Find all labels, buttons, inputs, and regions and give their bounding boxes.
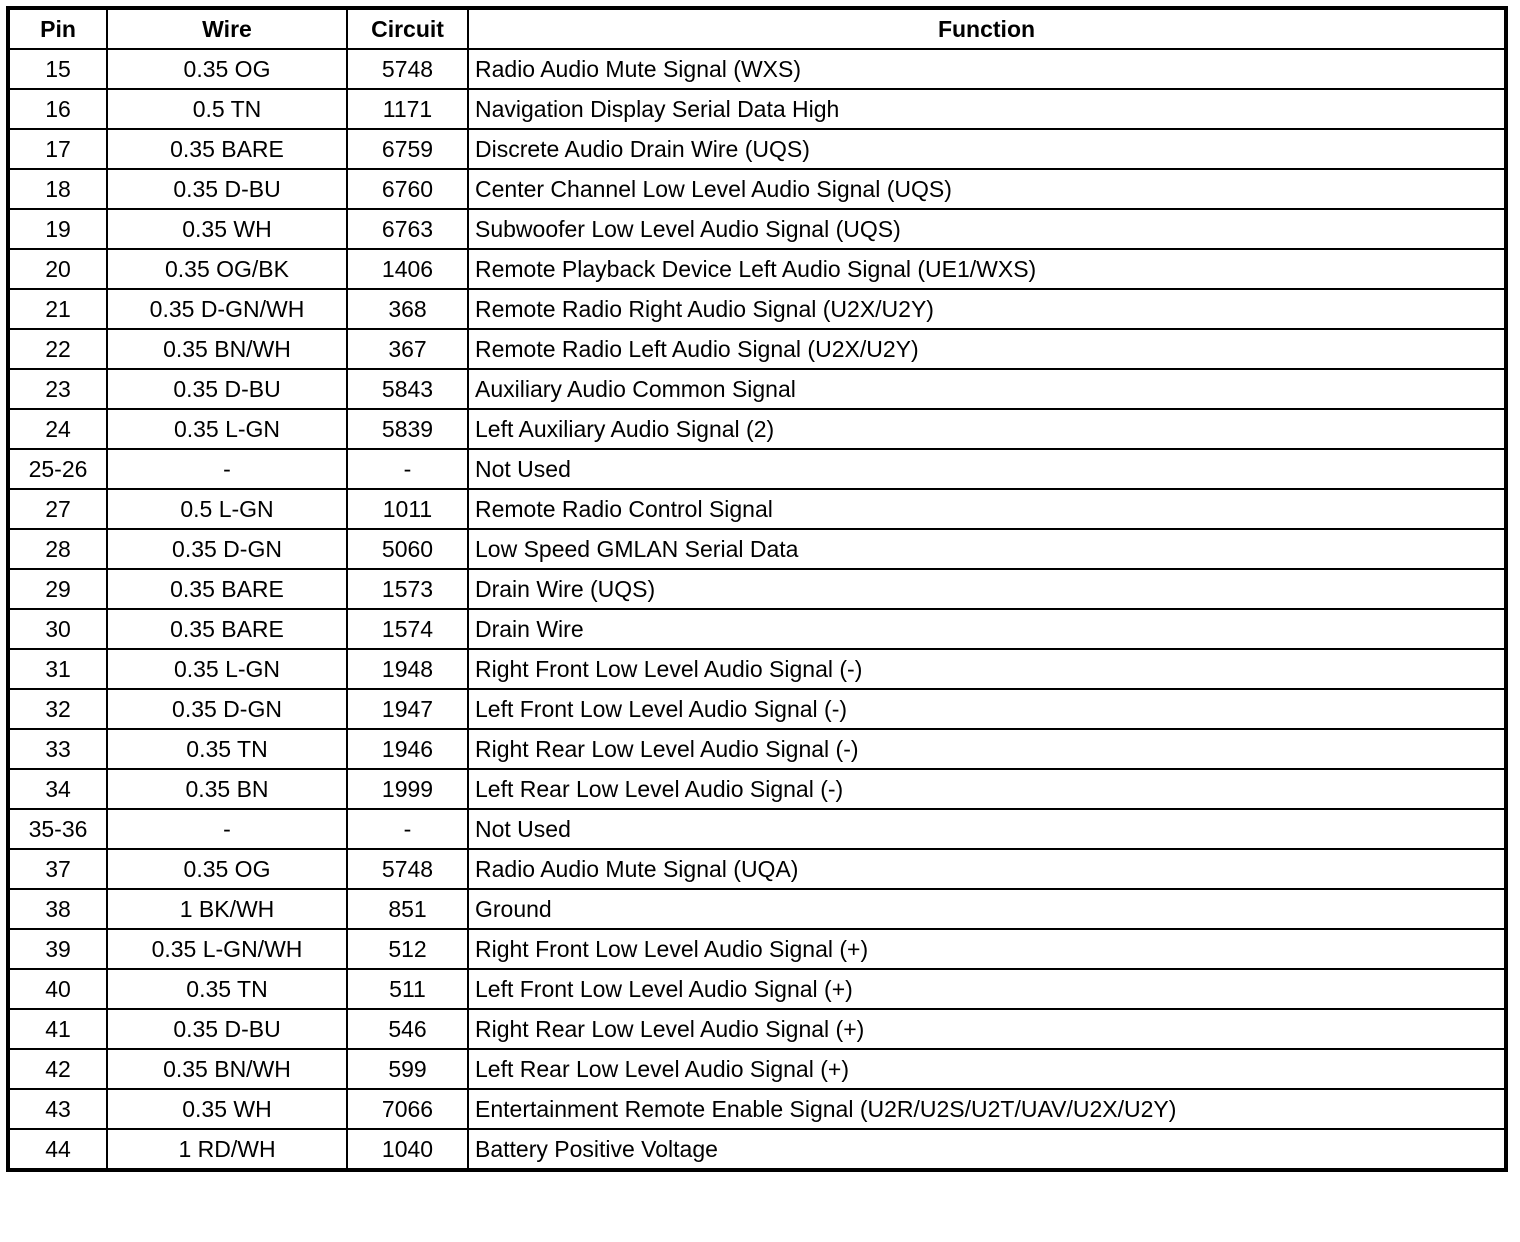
circuit-cell: - <box>347 449 468 489</box>
circuit-cell: 1947 <box>347 689 468 729</box>
header-function: Function <box>468 8 1506 49</box>
table-row <box>8 1009 1506 1049</box>
circuit-cell: 1999 <box>347 769 468 809</box>
circuit-cell: 511 <box>347 969 468 1009</box>
circuit-cell: 367 <box>347 329 468 369</box>
table-row <box>8 849 1506 889</box>
header-pin: Pin <box>8 8 107 49</box>
pin-cell: 33 <box>8 729 107 769</box>
pin-cell: 42 <box>8 1049 107 1089</box>
table-row <box>8 569 1506 609</box>
function-cell: Left Auxiliary Audio Signal (2) <box>468 409 1506 449</box>
pin-cell: 15 <box>8 49 107 89</box>
connector-pinout-table-wrapper <box>6 6 1508 1172</box>
table-row <box>8 169 1506 209</box>
table-row <box>8 369 1506 409</box>
pin-cell: 41 <box>8 1009 107 1049</box>
wire-cell: 0.35 TN <box>107 729 347 769</box>
table-row <box>8 89 1506 129</box>
function-cell: Navigation Display Serial Data High <box>468 89 1506 129</box>
function-cell: Remote Radio Right Audio Signal (U2X/U2Y) <box>468 289 1506 329</box>
circuit-cell: 1946 <box>347 729 468 769</box>
function-cell: Radio Audio Mute Signal (WXS) <box>468 49 1506 89</box>
wire-cell: 0.35 D-BU <box>107 1009 347 1049</box>
pin-cell: 24 <box>8 409 107 449</box>
function-cell: Left Front Low Level Audio Signal (-) <box>468 689 1506 729</box>
table-row <box>8 449 1506 489</box>
circuit-cell: 6760 <box>347 169 468 209</box>
wire-cell: 0.35 BN/WH <box>107 329 347 369</box>
connector-pinout-table <box>6 6 1508 1172</box>
pin-cell: 23 <box>8 369 107 409</box>
table-row <box>8 1049 1506 1089</box>
table-header <box>8 8 1506 49</box>
table-row <box>8 889 1506 929</box>
circuit-cell: 1406 <box>347 249 468 289</box>
pin-cell: 29 <box>8 569 107 609</box>
circuit-cell: 599 <box>347 1049 468 1089</box>
function-cell: Remote Radio Control Signal <box>468 489 1506 529</box>
wire-cell: 0.35 OG <box>107 49 347 89</box>
circuit-cell: 1171 <box>347 89 468 129</box>
table-row <box>8 409 1506 449</box>
circuit-cell: 851 <box>347 889 468 929</box>
pin-cell: 22 <box>8 329 107 369</box>
table-row <box>8 49 1506 89</box>
function-cell: Auxiliary Audio Common Signal <box>468 369 1506 409</box>
wire-cell: 0.35 BN/WH <box>107 1049 347 1089</box>
function-cell: Left Rear Low Level Audio Signal (-) <box>468 769 1506 809</box>
wire-cell: 0.35 D-BU <box>107 169 347 209</box>
table-row <box>8 649 1506 689</box>
function-cell: Right Rear Low Level Audio Signal (+) <box>468 1009 1506 1049</box>
circuit-cell: 546 <box>347 1009 468 1049</box>
wire-cell: 0.35 OG/BK <box>107 249 347 289</box>
circuit-cell: 5060 <box>347 529 468 569</box>
pin-cell: 30 <box>8 609 107 649</box>
wire-cell: 0.35 BN <box>107 769 347 809</box>
function-cell: Left Front Low Level Audio Signal (+) <box>468 969 1506 1009</box>
pin-cell: 17 <box>8 129 107 169</box>
table-row <box>8 769 1506 809</box>
circuit-cell: 1948 <box>347 649 468 689</box>
function-cell: Low Speed GMLAN Serial Data <box>468 529 1506 569</box>
pin-cell: 39 <box>8 929 107 969</box>
wire-cell: 1 RD/WH <box>107 1129 347 1170</box>
table-body <box>8 49 1506 1170</box>
circuit-cell: 7066 <box>347 1089 468 1129</box>
wire-cell: 0.35 WH <box>107 209 347 249</box>
table-row <box>8 809 1506 849</box>
function-cell: Remote Radio Left Audio Signal (U2X/U2Y) <box>468 329 1506 369</box>
table-row <box>8 129 1506 169</box>
circuit-cell: 5843 <box>347 369 468 409</box>
wire-cell: 0.35 BARE <box>107 569 347 609</box>
wire-cell: 0.5 L-GN <box>107 489 347 529</box>
wire-cell: 0.35 L-GN/WH <box>107 929 347 969</box>
function-cell: Left Rear Low Level Audio Signal (+) <box>468 1049 1506 1089</box>
wire-cell: 0.5 TN <box>107 89 347 129</box>
table-row <box>8 689 1506 729</box>
function-cell: Right Front Low Level Audio Signal (-) <box>468 649 1506 689</box>
circuit-cell: 1574 <box>347 609 468 649</box>
function-cell: Subwoofer Low Level Audio Signal (UQS) <box>468 209 1506 249</box>
pin-cell: 21 <box>8 289 107 329</box>
header-wire: Wire <box>107 8 347 49</box>
table-row <box>8 249 1506 289</box>
circuit-cell: 1573 <box>347 569 468 609</box>
table-row <box>8 969 1506 1009</box>
function-cell: Radio Audio Mute Signal (UQA) <box>468 849 1506 889</box>
circuit-cell: 5839 <box>347 409 468 449</box>
circuit-cell: 1011 <box>347 489 468 529</box>
table-row <box>8 1129 1506 1170</box>
function-cell: Discrete Audio Drain Wire (UQS) <box>468 129 1506 169</box>
wire-cell: 0.35 OG <box>107 849 347 889</box>
wire-cell: 0.35 D-GN/WH <box>107 289 347 329</box>
pin-cell: 34 <box>8 769 107 809</box>
pin-cell: 44 <box>8 1129 107 1170</box>
function-cell: Drain Wire (UQS) <box>468 569 1506 609</box>
function-cell: Right Rear Low Level Audio Signal (-) <box>468 729 1506 769</box>
wire-cell: 0.35 BARE <box>107 129 347 169</box>
function-cell: Entertainment Remote Enable Signal (U2R/U2S/U2T/UAV/U2X/U2Y) <box>468 1089 1506 1129</box>
circuit-cell: 6763 <box>347 209 468 249</box>
function-cell: Not Used <box>468 809 1506 849</box>
wire-cell: 0.35 TN <box>107 969 347 1009</box>
wire-cell: 0.35 D-BU <box>107 369 347 409</box>
function-cell: Ground <box>468 889 1506 929</box>
table-row <box>8 609 1506 649</box>
circuit-cell: 5748 <box>347 849 468 889</box>
circuit-cell: 5748 <box>347 49 468 89</box>
wire-cell: 0.35 D-GN <box>107 689 347 729</box>
wire-cell: 0.35 BARE <box>107 609 347 649</box>
table-row <box>8 729 1506 769</box>
table-row <box>8 929 1506 969</box>
circuit-cell: 1040 <box>347 1129 468 1170</box>
pin-cell: 31 <box>8 649 107 689</box>
function-cell: Remote Playback Device Left Audio Signal (UE1/WXS) <box>468 249 1506 289</box>
pin-cell: 16 <box>8 89 107 129</box>
pin-cell: 20 <box>8 249 107 289</box>
circuit-cell: 6759 <box>347 129 468 169</box>
pin-cell: 18 <box>8 169 107 209</box>
table-row <box>8 1089 1506 1129</box>
wire-cell: - <box>107 449 347 489</box>
function-cell: Center Channel Low Level Audio Signal (UQS) <box>468 169 1506 209</box>
pin-cell: 25-26 <box>8 449 107 489</box>
table-row <box>8 489 1506 529</box>
wire-cell: 0.35 D-GN <box>107 529 347 569</box>
wire-cell: 0.35 L-GN <box>107 409 347 449</box>
pin-cell: 32 <box>8 689 107 729</box>
circuit-cell: 368 <box>347 289 468 329</box>
wire-cell: 0.35 L-GN <box>107 649 347 689</box>
wire-cell: - <box>107 809 347 849</box>
table-row <box>8 529 1506 569</box>
pin-cell: 27 <box>8 489 107 529</box>
header-row <box>8 8 1506 49</box>
pin-cell: 38 <box>8 889 107 929</box>
circuit-cell: 512 <box>347 929 468 969</box>
pin-cell: 37 <box>8 849 107 889</box>
header-circuit: Circuit <box>347 8 468 49</box>
pin-cell: 19 <box>8 209 107 249</box>
function-cell: Right Front Low Level Audio Signal (+) <box>468 929 1506 969</box>
function-cell: Battery Positive Voltage <box>468 1129 1506 1170</box>
function-cell: Not Used <box>468 449 1506 489</box>
table-row <box>8 209 1506 249</box>
table-row <box>8 289 1506 329</box>
wire-cell: 1 BK/WH <box>107 889 347 929</box>
table-row <box>8 329 1506 369</box>
pin-cell: 43 <box>8 1089 107 1129</box>
pin-cell: 40 <box>8 969 107 1009</box>
function-cell: Drain Wire <box>468 609 1506 649</box>
wire-cell: 0.35 WH <box>107 1089 347 1129</box>
pin-cell: 28 <box>8 529 107 569</box>
pin-cell: 35-36 <box>8 809 107 849</box>
circuit-cell: - <box>347 809 468 849</box>
